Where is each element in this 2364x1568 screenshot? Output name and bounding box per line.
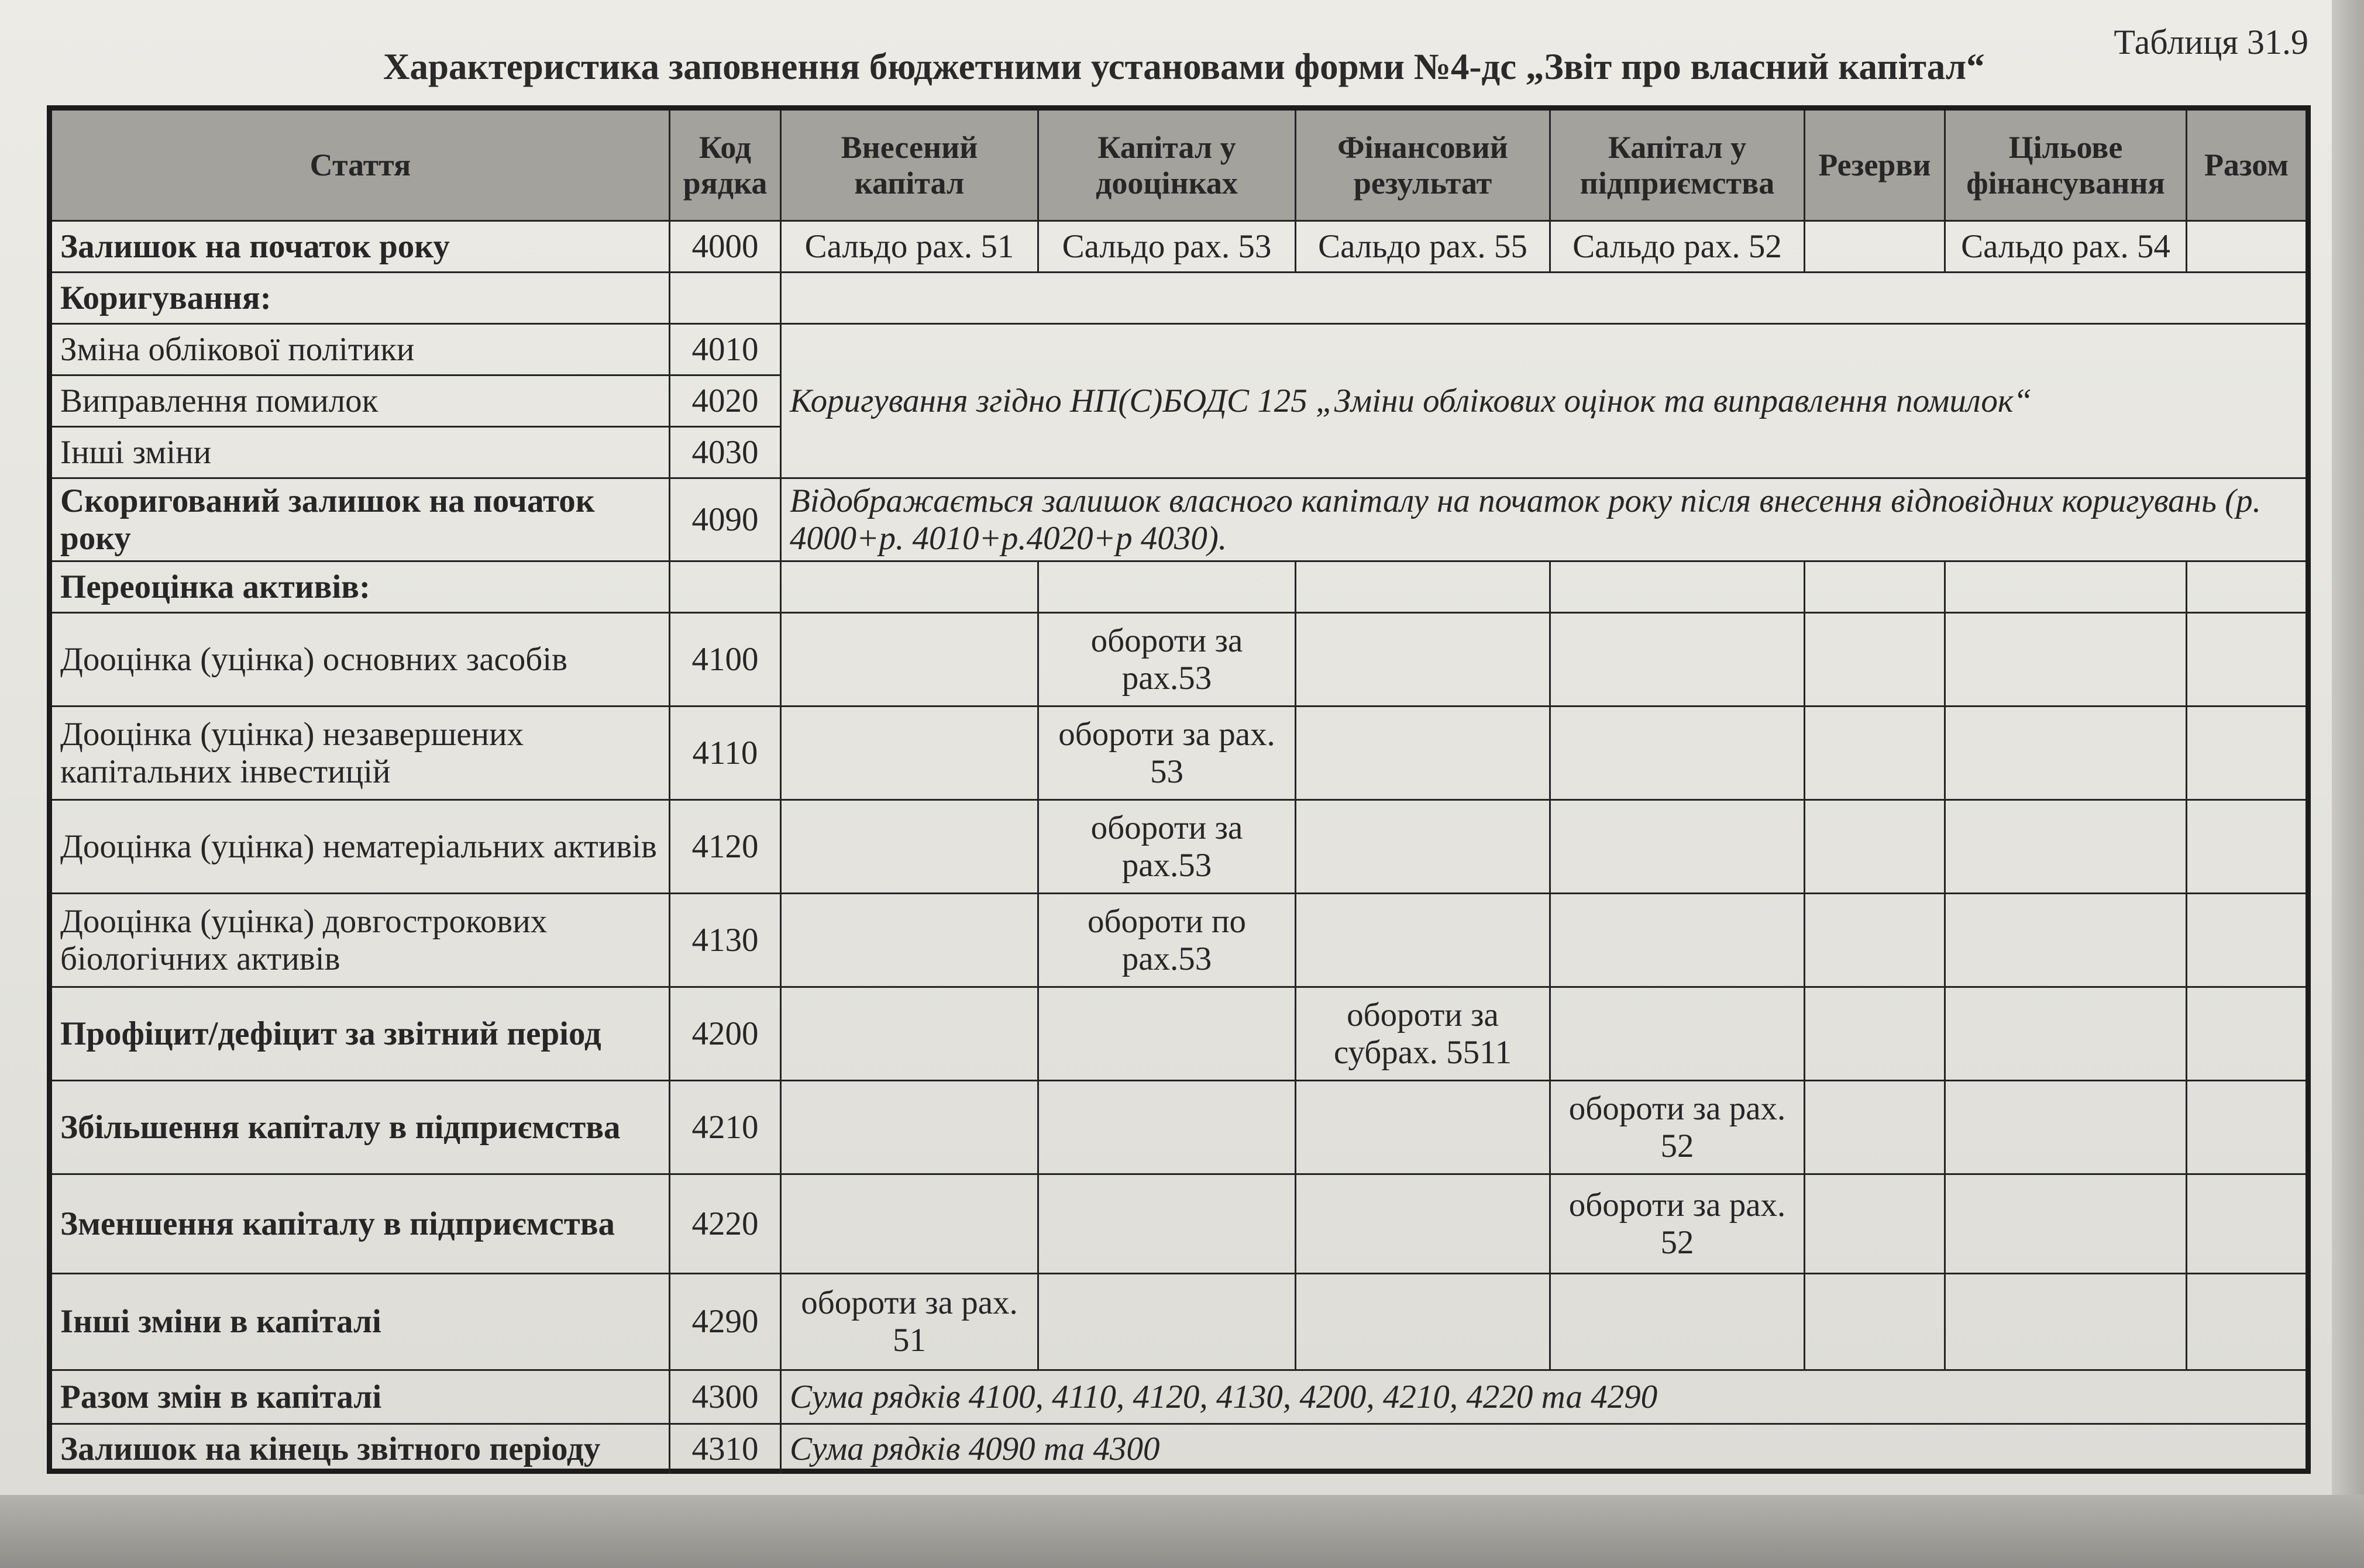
header-enterprise-capital: Капітал у підприємства (1551, 111, 1805, 222)
cell-4130-reserves (1805, 894, 1946, 988)
row-code-4210: 4210 (670, 1081, 782, 1175)
row-code-4300: 4300 (670, 1371, 782, 1425)
header-financial-result: Фінансовий результат (1296, 111, 1551, 222)
adjustments-note: Коригування згідно НП(С)БОДС 125 „Зміни облікових оцінок та виправлення помилок“ (782, 325, 2305, 479)
cell-4120-revaluation: обороти за рах.53 (1039, 801, 1296, 894)
cell-4110-target (1946, 707, 2187, 801)
row-label-4010: Зміна облікової політики (52, 325, 670, 376)
cell-4100-target (1946, 614, 2187, 707)
cell-4210-total (2187, 1081, 2305, 1175)
row-code-4020: 4020 (670, 376, 782, 428)
cell-4290-revaluation (1039, 1274, 1296, 1371)
row-code-4100: 4100 (670, 614, 782, 707)
cell-4000-target: Сальдо рах. 54 (1946, 222, 2187, 273)
row-label-4220: Зменшення капіталу в підприємства (52, 1175, 670, 1274)
page-edge (2332, 0, 2364, 1568)
row-label-adjustments: Коригування: (52, 273, 670, 325)
cell-4220-financial (1296, 1175, 1551, 1274)
cell-group-contributed (782, 562, 1039, 614)
cell-group-revaluation (1039, 562, 1296, 614)
cell-4120-enterprise (1551, 801, 1805, 894)
cell-4120-total (2187, 801, 2305, 894)
cell-4120-reserves (1805, 801, 1946, 894)
row-code-4110: 4110 (670, 707, 782, 801)
cell-group-financial (1296, 562, 1551, 614)
cell-adjustments-span (782, 273, 2305, 325)
header-code: Код рядка (670, 111, 782, 222)
cell-4110-reserves (1805, 707, 1946, 801)
cell-4130-financial (1296, 894, 1551, 988)
cell-4290-financial (1296, 1274, 1551, 1371)
row-code-4220: 4220 (670, 1175, 782, 1274)
row-code-4000: 4000 (670, 222, 782, 273)
cell-4200-total (2187, 988, 2305, 1081)
cell-4000-enterprise: Сальдо рах. 52 (1551, 222, 1805, 273)
cell-4100-reserves (1805, 614, 1946, 707)
cell-4000-contributed: Сальдо рах. 51 (782, 222, 1039, 273)
cell-4290-total (2187, 1274, 2305, 1371)
cell-group-total (2187, 562, 2305, 614)
header-total: Разом (2187, 111, 2305, 222)
cell-4210-target (1946, 1081, 2187, 1175)
header-contributed-capital: Внесений капітал (782, 111, 1039, 222)
row-label-4100: Дооцінка (уцінка) основних засобів (52, 614, 670, 707)
cell-group-reserves (1805, 562, 1946, 614)
cell-4210-revaluation (1039, 1081, 1296, 1175)
row-code-4120: 4120 (670, 801, 782, 894)
cell-4290-reserves (1805, 1274, 1946, 1371)
cell-4110-total (2187, 707, 2305, 801)
cell-4220-total (2187, 1175, 2305, 1274)
equity-form-table (47, 105, 2311, 1474)
row-label-4090: Скоригований залишок на початок року (52, 479, 670, 562)
cell-4200-contributed (782, 988, 1039, 1081)
cell-4000-revaluation: Сальдо рах. 53 (1039, 222, 1296, 273)
cell-4000-reserves (1805, 222, 1946, 273)
cell-group-target (1946, 562, 2187, 614)
cell-4290-target (1946, 1274, 2187, 1371)
table-caption: Характеристика заповнення бюджетними установами форми №4-дс „Звіт про власний капітал“ (383, 46, 1985, 87)
row-code-4200: 4200 (670, 988, 782, 1081)
cell-4130-revaluation: обороти по рах.53 (1039, 894, 1296, 988)
cell-4210-contributed (782, 1081, 1039, 1175)
header-article: Стаття (52, 111, 670, 222)
row-label-4130: Дооцінка (уцінка) довгострокових біологічних активів (52, 894, 670, 988)
cell-4110-revaluation: обороти за рах. 53 (1039, 707, 1296, 801)
note-4300: Сума рядків 4100, 4110, 4120, 4130, 4200, 4210, 4220 та 4290 (782, 1371, 2305, 1425)
cell-4120-financial (1296, 801, 1551, 894)
cell-4220-contributed (782, 1175, 1039, 1274)
row-label-4210: Збільшення капіталу в підприємства (52, 1081, 670, 1175)
header-revaluation-capital: Капітал у дооцінках (1039, 111, 1296, 222)
cell-4130-enterprise (1551, 894, 1805, 988)
cell-4210-reserves (1805, 1081, 1946, 1175)
cell-4130-contributed (782, 894, 1039, 988)
cell-4200-revaluation (1039, 988, 1296, 1081)
row-label-4290: Інші зміни в капіталі (52, 1274, 670, 1371)
row-code-4090: 4090 (670, 479, 782, 562)
cell-4120-contributed (782, 801, 1039, 894)
row-label-4030: Інші зміни (52, 428, 670, 479)
row-code-adjustments (670, 273, 782, 325)
cell-4290-contributed: обороти за рах. 51 (782, 1274, 1039, 1371)
cell-4000-financial: Сальдо рах. 55 (1296, 222, 1551, 273)
cell-4130-target (1946, 894, 2187, 988)
cell-4130-total (2187, 894, 2305, 988)
cell-4100-enterprise (1551, 614, 1805, 707)
row-label-revaluation-group: Переоцінка активів: (52, 562, 670, 614)
cell-4200-target (1946, 988, 2187, 1081)
cell-4210-enterprise: обороти за рах. 52 (1551, 1081, 1805, 1175)
cell-4220-target (1946, 1175, 2187, 1274)
row-label-4300: Разом змін в капіталі (52, 1371, 670, 1425)
cell-4110-financial (1296, 707, 1551, 801)
cell-4100-total (2187, 614, 2305, 707)
row-code-4290: 4290 (670, 1274, 782, 1371)
row-label-4020: Виправлення помилок (52, 376, 670, 428)
cell-4290-enterprise (1551, 1274, 1805, 1371)
row-label-4000: Залишок на початок року (52, 222, 670, 273)
row-label-4110: Дооцінка (уцінка) незавершених капітальних інвестицій (52, 707, 670, 801)
cell-4000-total (2187, 222, 2305, 273)
cell-4120-target (1946, 801, 2187, 894)
cell-4100-contributed (782, 614, 1039, 707)
header-reserves: Резерви (1805, 111, 1946, 222)
cell-4100-revaluation: обороти за рах.53 (1039, 614, 1296, 707)
row-label-4200: Профіцит/дефіцит за звітний період (52, 988, 670, 1081)
row-code-4130: 4130 (670, 894, 782, 988)
cell-group-enterprise (1551, 562, 1805, 614)
desk-surface (0, 1495, 2364, 1568)
cell-4210-financial (1296, 1081, 1551, 1175)
row-code-4010: 4010 (670, 325, 782, 376)
cell-4110-contributed (782, 707, 1039, 801)
cell-4220-enterprise: обороти за рах. 52 (1551, 1175, 1805, 1274)
header-target-financing: Цільове фінансування (1946, 111, 2187, 222)
cell-4110-enterprise (1551, 707, 1805, 801)
table-number: Таблиця 31.9 (2114, 23, 2308, 61)
note-4090: Відображається залишок власного капіталу на початок року після внесення відповідних коригувань (р. 4000+р. 4010+р.4020+р 4030). (782, 479, 2305, 562)
cell-4200-enterprise (1551, 988, 1805, 1081)
row-label-4120: Дооцінка (уцінка) нематеріальних активів (52, 801, 670, 894)
note-4310: Сума рядків 4090 та 4300 (790, 1431, 1160, 1468)
cell-4200-financial: обороти за субрах. 5511 (1296, 988, 1551, 1081)
row-code-4030: 4030 (670, 428, 782, 479)
row-code-4310: 4310 (670, 1425, 782, 1474)
row-label-4310: Залишок на кінець звітного періоду (52, 1425, 670, 1474)
cell-4100-financial (1296, 614, 1551, 707)
row-code-revaluation-group (670, 562, 782, 614)
cell-4220-revaluation (1039, 1175, 1296, 1274)
cell-4220-reserves (1805, 1175, 1946, 1274)
cell-4200-reserves (1805, 988, 1946, 1081)
